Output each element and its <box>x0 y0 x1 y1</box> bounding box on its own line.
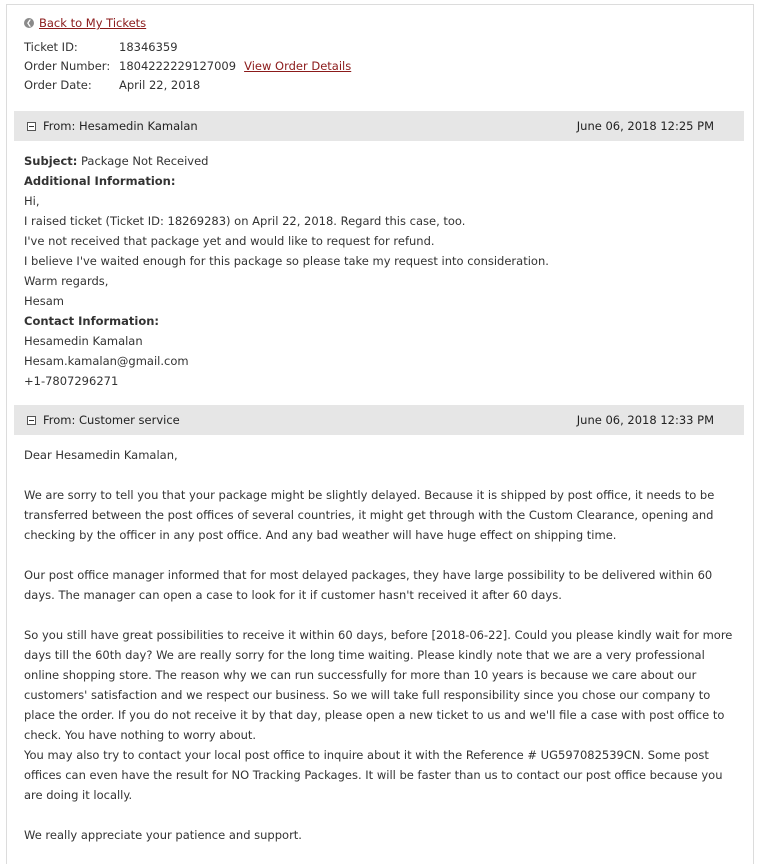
message-date: June 06, 2018 12:33 PM <box>576 413 714 427</box>
ticket-id-label: Ticket ID: <box>24 40 78 54</box>
view-order-details-link[interactable]: View Order Details <box>244 59 352 73</box>
collapse-icon[interactable] <box>27 122 36 131</box>
order-number-label: Order Number: <box>24 59 111 73</box>
message-line: I believe I've waited enough for this package so please take my request into consideration. <box>24 254 549 268</box>
message-body <box>24 151 549 391</box>
contact-phone: +1-7807296271 <box>24 374 119 388</box>
reply-paragraph: We are sorry to tell you that your package might be slightly delayed. Because it is shipped by post office, it needs to be transferred between the post offices of several countries, it might get through with the Custom Clearance, opening and checking by the officer in any post office. And any bad weather will have huge effect on shipping time. <box>24 488 715 542</box>
subject-label: Subject: <box>24 154 78 168</box>
message-line: I raised ticket (Ticket ID: 18269283) on April 22, 2018. Regard this case, too. <box>24 214 466 228</box>
reply-paragraph: We really appreciate your patience and support. <box>24 828 302 842</box>
reply-paragraph: You may also try to contact your local post office to inquire about it with the Reference # UG597082539CN. Some post offices can even have the result for NO Tracking Packages. It will be faster than us to contact our post office because you are doing it locally. <box>24 748 723 802</box>
reply-paragraph: Our post office manager informed that for most delayed packages, they have large possibility to be delivered within 60 days. The manager can open a case to look for it if customer hasn't received it after 60 days. <box>24 568 713 602</box>
message-header[interactable] <box>14 405 744 435</box>
ticket-id-value: 18346359 <box>119 40 178 54</box>
chevron-left-icon: ❮ <box>24 18 34 28</box>
message-line: Hi, <box>24 194 40 208</box>
message-sender: From: Customer service <box>43 413 180 427</box>
message-line: Warm regards, <box>24 274 109 288</box>
order-date-label: Order Date: <box>24 78 92 92</box>
message-sender: From: Hesamedin Kamalan <box>43 119 198 133</box>
back-link-row[interactable] <box>24 16 146 30</box>
contact-name: Hesamedin Kamalan <box>24 334 143 348</box>
collapse-icon[interactable] <box>27 416 36 425</box>
additional-info-label: Additional Information: <box>24 174 176 188</box>
message-line: Hesam <box>24 294 64 308</box>
message-header[interactable] <box>14 111 744 141</box>
subject-value: Package Not Received <box>81 154 209 168</box>
message-line: I've not received that package yet and would like to request for refund. <box>24 234 435 248</box>
reply-paragraph: Dear Hesamedin Kamalan, <box>24 448 178 462</box>
contact-info-label: Contact Information: <box>24 314 160 328</box>
order-number-value: 1804222229127009 <box>119 59 237 73</box>
order-date-value: April 22, 2018 <box>119 78 201 92</box>
reply-body <box>24 445 736 865</box>
contact-email: Hesam.kamalan@gmail.com <box>24 354 189 368</box>
reply-paragraph: So you still have great possibilities to receive it within 60 days, before [2018-06-22]. Could you please kindly wait for more days till the 60th day? We are really sorry for the long time waiting. Please kindly note that we are a very professional online shopping store. The reason why we can run successfully for more than 10 years is because we care about our customers' satisfaction and we respect our business. So we will take full responsibility since you chose our company to place the order. If you do not receive it by that day, please open a new ticket to us and we'll file a case with post office to check. You have nothing to worry about. <box>24 628 733 742</box>
back-to-tickets-link[interactable]: Back to My Tickets <box>39 16 147 30</box>
message-date: June 06, 2018 12:25 PM <box>576 119 714 133</box>
ticket-meta <box>24 38 351 95</box>
